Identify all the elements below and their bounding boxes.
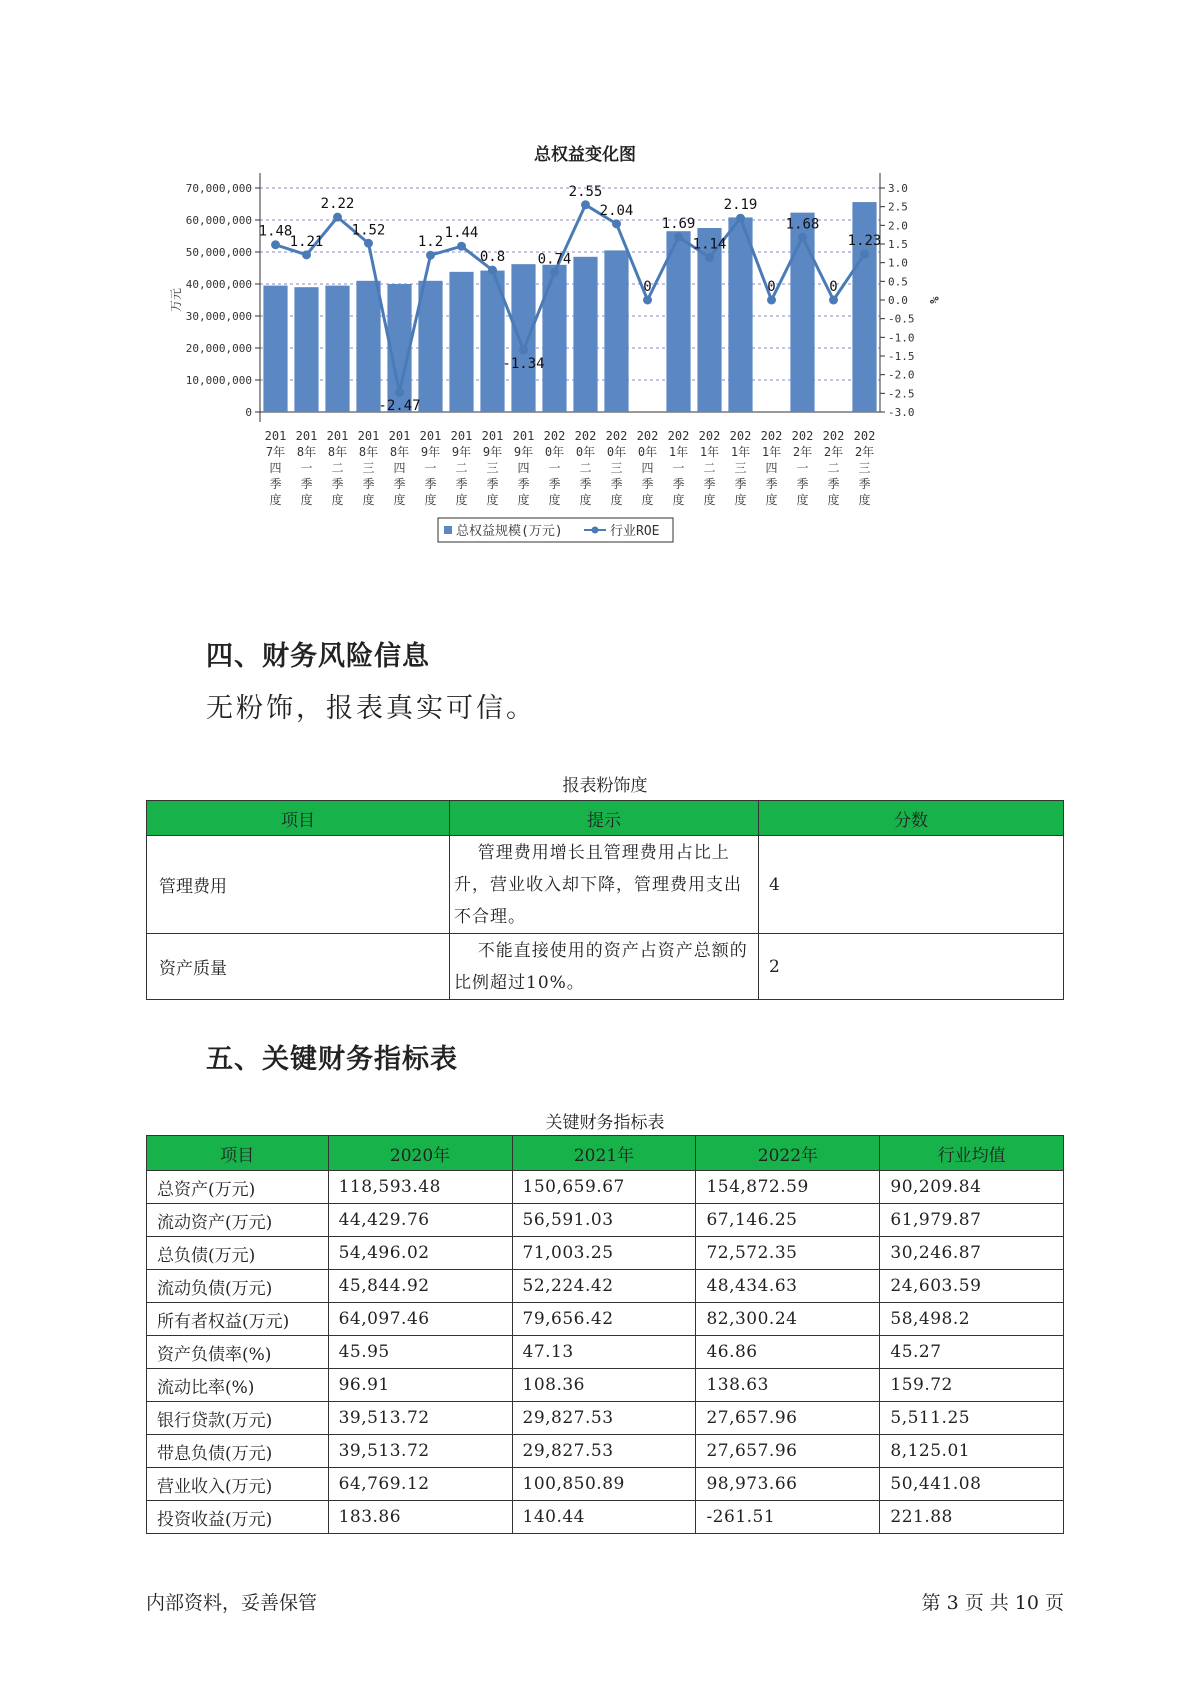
x-tick-label: 二 <box>827 461 840 475</box>
x-tick-label: 季 <box>827 477 840 491</box>
kpi-section-heading: 五、关键财务指标表 <box>206 1044 458 1075</box>
x-tick-label: 季 <box>703 477 716 491</box>
bar <box>325 286 349 412</box>
x-tick-label: 季 <box>765 477 778 491</box>
table-row <box>147 1171 1064 1204</box>
roe-data-label: 0 <box>643 279 652 295</box>
kpi-value: 67,146.25 <box>696 1204 880 1237</box>
x-tick-label: 7年 <box>265 445 286 459</box>
x-tick-label: 一 <box>548 461 561 475</box>
table-row <box>147 1270 1064 1303</box>
kpi-value: 45,844.92 <box>328 1270 512 1303</box>
x-tick-label: 0年 <box>544 445 565 459</box>
roe-point <box>426 251 435 260</box>
x-tick-label: 季 <box>796 477 809 491</box>
kpi-value: 90,209.84 <box>880 1171 1064 1204</box>
risk-hint: 不能直接使用的资产占资产总额的比例超过10%。 <box>450 934 759 1000</box>
kpi-value: 96.91 <box>328 1369 512 1402</box>
kpi-value: 159.72 <box>880 1369 1064 1402</box>
kpi-header-cell: 2021年 <box>512 1136 696 1171</box>
x-tick-label: 8年 <box>358 445 379 459</box>
bar <box>356 281 380 412</box>
roe-point <box>333 213 342 222</box>
kpi-header-cell: 项目 <box>147 1136 329 1171</box>
x-tick-label: 季 <box>300 477 313 491</box>
x-tick-label: 1年 <box>761 445 782 459</box>
kpi-value: 150,659.67 <box>512 1171 696 1204</box>
x-tick-label: 9年 <box>482 445 503 459</box>
roe-data-label: 2.04 <box>599 202 634 219</box>
roe-point <box>736 214 745 223</box>
x-tick-label: 四 <box>393 461 406 475</box>
kpi-value: 64,769.12 <box>328 1468 512 1501</box>
bar <box>573 257 597 412</box>
kpi-value: 46.86 <box>696 1336 880 1369</box>
bar <box>294 287 318 412</box>
kpi-value: 183.86 <box>328 1501 512 1534</box>
x-tick-label: 8年 <box>296 445 317 459</box>
x-tick-label: 度 <box>548 493 561 507</box>
y2-tick-label: 2.5 <box>888 200 908 214</box>
x-tick-label: 二 <box>579 461 592 475</box>
risk-hint: 管理费用增长且管理费用占比上升，营业收入却下降，管理费用支出不合理。 <box>450 836 759 934</box>
risk-section-heading: 四、财务风险信息 <box>206 641 430 672</box>
kpi-table-caption: 关键财务指标表 <box>545 1113 665 1133</box>
roe-data-label: 1.68 <box>785 216 820 233</box>
x-tick-label: 季 <box>579 477 592 491</box>
kpi-header-cell: 2020年 <box>328 1136 512 1171</box>
kpi-value: 64,097.46 <box>328 1303 512 1336</box>
equity-chart <box>150 140 1020 600</box>
x-tick-label: 201 <box>481 429 504 443</box>
x-tick-label: 季 <box>269 477 282 491</box>
y2-tick-label: 1.5 <box>888 238 908 251</box>
x-tick-label: 0年 <box>575 445 596 459</box>
risk-score: 4 <box>759 836 1064 934</box>
roe-data-label: -2.47 <box>378 398 421 415</box>
kpi-value: 8,125.01 <box>880 1435 1064 1468</box>
y2-tick-label: 1.0 <box>888 256 908 270</box>
x-tick-label: 202 <box>760 429 783 443</box>
x-tick-label: 202 <box>574 429 597 443</box>
table-row <box>147 1336 1064 1369</box>
kpi-value: 48,434.63 <box>696 1270 880 1303</box>
x-tick-label: 四 <box>641 461 654 475</box>
roe-point <box>457 242 466 251</box>
y2-tick-label: -2.5 <box>888 387 915 401</box>
x-tick-label: 8年 <box>327 445 348 459</box>
x-tick-label: 三 <box>486 461 499 475</box>
kpi-value: 71,003.25 <box>512 1237 696 1270</box>
kpi-value: 50,441.08 <box>880 1468 1064 1501</box>
kpi-value: 5,511.25 <box>880 1402 1064 1435</box>
x-tick-label: 202 <box>853 429 876 443</box>
x-tick-label: 季 <box>610 477 623 491</box>
chart-title: 总权益变化图 <box>534 145 636 165</box>
kpi-item: 流动比率(%) <box>147 1369 329 1402</box>
kpi-value: 39,513.72 <box>328 1402 512 1435</box>
y-tick-label: 50,000,000 <box>185 246 252 259</box>
x-tick-label: 季 <box>517 477 530 491</box>
legend-bar-swatch <box>444 526 452 534</box>
roe-data-label: 1.44 <box>444 225 479 242</box>
x-tick-label: 季 <box>362 477 375 491</box>
bar <box>790 213 814 412</box>
x-tick-label: 202 <box>698 429 721 443</box>
x-tick-label: 三 <box>734 461 747 475</box>
x-tick-label: 度 <box>827 493 840 507</box>
kpi-value: 72,572.35 <box>696 1237 880 1270</box>
x-tick-label: 度 <box>362 493 375 507</box>
x-tick-label: 度 <box>517 493 530 507</box>
kpi-value: 47.13 <box>512 1336 696 1369</box>
y-tick-label: 20,000,000 <box>185 342 252 355</box>
y2-axis-title: % <box>927 296 941 304</box>
kpi-value: 100,850.89 <box>512 1468 696 1501</box>
roe-data-label: 0.74 <box>537 251 572 268</box>
kpi-value: 98,973.66 <box>696 1468 880 1501</box>
x-tick-label: 四 <box>269 461 282 475</box>
kpi-item: 流动负债(万元) <box>147 1270 329 1303</box>
y-tick-label: 30,000,000 <box>185 310 252 323</box>
kpi-value: 221.88 <box>880 1501 1064 1534</box>
x-tick-label: 202 <box>822 429 845 443</box>
x-tick-label: 9年 <box>451 445 472 459</box>
kpi-value: 58,498.2 <box>880 1303 1064 1336</box>
table-row <box>147 836 1064 934</box>
table-row <box>147 1204 1064 1237</box>
x-tick-label: 度 <box>579 493 592 507</box>
x-tick-label: 二 <box>331 461 344 475</box>
kpi-value: 56,591.03 <box>512 1204 696 1237</box>
x-tick-label: 202 <box>729 429 752 443</box>
kpi-item: 所有者权益(万元) <box>147 1303 329 1336</box>
roe-data-label: 2.22 <box>320 196 355 213</box>
x-tick-label: 四 <box>765 461 778 475</box>
table-row <box>147 1402 1064 1435</box>
x-tick-label: 9年 <box>420 445 441 459</box>
roe-data-label: 1.21 <box>289 233 324 250</box>
risk-header-item: 项目 <box>147 801 450 836</box>
x-tick-label: 9年 <box>513 445 534 459</box>
x-tick-label: 四 <box>517 461 530 475</box>
roe-point <box>302 250 311 259</box>
x-tick-label: 季 <box>734 477 747 491</box>
x-tick-label: 度 <box>269 493 282 507</box>
x-tick-label: 度 <box>486 493 499 507</box>
x-tick-label: 一 <box>300 461 313 475</box>
legend-bar-label: 总权益规模(万元) <box>456 524 563 539</box>
y-axis-title: 万元 <box>169 287 183 313</box>
roe-data-label: 0.8 <box>479 249 506 266</box>
table-row <box>147 1303 1064 1336</box>
kpi-value: 39,513.72 <box>328 1435 512 1468</box>
roe-point <box>674 232 683 241</box>
y2-tick-label: 2.0 <box>888 219 908 233</box>
kpi-item: 投资收益(万元) <box>147 1501 329 1534</box>
roe-data-label: 1.23 <box>847 233 882 250</box>
risk-table <box>146 800 1064 1000</box>
roe-data-label: 1.69 <box>661 215 696 232</box>
kpi-item: 营业收入(万元) <box>147 1468 329 1501</box>
y2-tick-label: -2.0 <box>888 368 915 382</box>
kpi-value: 29,827.53 <box>512 1402 696 1435</box>
x-tick-label: 度 <box>672 493 685 507</box>
roe-point <box>395 388 404 397</box>
risk-item: 管理费用 <box>147 836 450 934</box>
x-tick-label: 二 <box>703 461 716 475</box>
x-tick-label: 季 <box>393 477 406 491</box>
bar <box>728 217 752 412</box>
roe-point <box>519 346 528 355</box>
roe-point <box>612 219 621 228</box>
x-tick-label: 1年 <box>668 445 689 459</box>
roe-data-label: 2.19 <box>723 197 758 214</box>
roe-point <box>829 296 838 305</box>
kpi-value: 154,872.59 <box>696 1171 880 1204</box>
bar <box>604 250 628 412</box>
x-tick-label: 201 <box>357 429 380 443</box>
risk-table-caption: 报表粉饰度 <box>562 776 648 796</box>
kpi-value: 30,246.87 <box>880 1237 1064 1270</box>
y-tick-label: 40,000,000 <box>185 278 252 291</box>
x-tick-label: 201 <box>326 429 349 443</box>
roe-data-label: 1.48 <box>258 223 293 240</box>
x-tick-label: 201 <box>419 429 442 443</box>
roe-point <box>705 253 714 262</box>
y-tick-label: 60,000,000 <box>185 214 252 227</box>
x-tick-label: 201 <box>512 429 535 443</box>
roe-point <box>581 200 590 209</box>
x-tick-label: 度 <box>641 493 654 507</box>
x-tick-label: 季 <box>548 477 561 491</box>
kpi-item: 银行贷款(万元) <box>147 1402 329 1435</box>
x-tick-label: 度 <box>393 493 406 507</box>
kpi-item: 总资产(万元) <box>147 1171 329 1204</box>
kpi-value: 118,593.48 <box>328 1171 512 1204</box>
x-tick-label: 8年 <box>389 445 410 459</box>
x-tick-label: 2年 <box>792 445 813 459</box>
kpi-header-cell: 行业均值 <box>880 1136 1064 1171</box>
risk-header-score: 分数 <box>759 801 1064 836</box>
roe-data-label: -1.34 <box>502 356 545 373</box>
kpi-value: 27,657.96 <box>696 1435 880 1468</box>
table-row <box>147 1468 1064 1501</box>
kpi-table <box>146 1135 1064 1534</box>
x-tick-label: 度 <box>455 493 468 507</box>
kpi-value: 108.36 <box>512 1369 696 1402</box>
kpi-header-row <box>147 1136 1064 1171</box>
y2-tick-label: 0.5 <box>888 275 908 289</box>
bar <box>418 281 442 412</box>
x-tick-label: 2年 <box>823 445 844 459</box>
x-tick-label: 202 <box>605 429 628 443</box>
kpi-item: 流动资产(万元) <box>147 1204 329 1237</box>
x-tick-label: 0年 <box>637 445 658 459</box>
roe-point <box>798 233 807 242</box>
kpi-header-cell: 2022年 <box>696 1136 880 1171</box>
x-tick-label: 度 <box>300 493 313 507</box>
y2-tick-label: -1.5 <box>888 350 915 363</box>
kpi-value: 45.95 <box>328 1336 512 1369</box>
y-tick-label: 0 <box>245 406 252 419</box>
x-tick-label: 三 <box>610 461 623 475</box>
x-tick-label: 三 <box>858 461 871 475</box>
x-tick-label: 度 <box>765 493 778 507</box>
bar <box>511 264 535 412</box>
y2-tick-label: -0.5 <box>888 312 915 326</box>
roe-point <box>271 240 280 249</box>
x-tick-label: 一 <box>424 461 437 475</box>
bar <box>666 231 690 412</box>
roe-data-label: 0 <box>829 279 838 295</box>
x-tick-label: 度 <box>331 493 344 507</box>
x-tick-label: 度 <box>610 493 623 507</box>
y2-tick-label: 0.0 <box>888 294 908 307</box>
risk-score: 2 <box>759 934 1064 1000</box>
roe-data-label: 0 <box>767 279 776 295</box>
kpi-value: 54,496.02 <box>328 1237 512 1270</box>
roe-data-label: 1.2 <box>417 234 444 251</box>
x-tick-label: 201 <box>295 429 318 443</box>
roe-data-label: 1.14 <box>692 236 727 253</box>
x-tick-label: 度 <box>424 493 437 507</box>
x-tick-label: 季 <box>486 477 499 491</box>
roe-point <box>767 296 776 305</box>
x-tick-label: 季 <box>424 477 437 491</box>
bar <box>449 272 473 412</box>
x-tick-label: 201 <box>388 429 411 443</box>
kpi-value: 52,224.42 <box>512 1270 696 1303</box>
risk-item: 资产质量 <box>147 934 450 1000</box>
x-tick-label: 201 <box>264 429 287 443</box>
x-tick-label: 季 <box>455 477 468 491</box>
x-tick-label: 季 <box>672 477 685 491</box>
kpi-value: 138.63 <box>696 1369 880 1402</box>
x-tick-label: 季 <box>331 477 344 491</box>
footer-confidential: 内部资料，妥善保管 <box>146 1592 318 1614</box>
roe-point <box>550 268 559 277</box>
roe-point <box>860 250 869 259</box>
risk-header-hint: 提示 <box>450 801 759 836</box>
kpi-value: 24,603.59 <box>880 1270 1064 1303</box>
x-tick-label: 度 <box>703 493 716 507</box>
y-tick-label: 10,000,000 <box>185 374 252 387</box>
x-tick-label: 0年 <box>606 445 627 459</box>
x-tick-label: 1年 <box>699 445 720 459</box>
bar <box>542 265 566 412</box>
table-row <box>147 1369 1064 1402</box>
x-tick-label: 度 <box>734 493 747 507</box>
chart-canvas <box>150 140 1020 600</box>
x-tick-label: 202 <box>791 429 814 443</box>
x-tick-label: 度 <box>796 493 809 507</box>
x-tick-label: 1年 <box>730 445 751 459</box>
x-tick-label: 一 <box>796 461 809 475</box>
roe-point <box>364 239 373 248</box>
y2-tick-label: -3.0 <box>888 406 915 419</box>
roe-data-label: 2.55 <box>568 183 603 200</box>
kpi-value: 140.44 <box>512 1501 696 1534</box>
table-row <box>147 934 1064 1000</box>
y-tick-label: 70,000,000 <box>185 182 252 195</box>
kpi-item: 资产负债率(%) <box>147 1336 329 1369</box>
x-tick-label: 2年 <box>854 445 875 459</box>
kpi-item: 带息负债(万元) <box>147 1435 329 1468</box>
kpi-value: -261.51 <box>696 1501 880 1534</box>
kpi-value: 45.27 <box>880 1336 1064 1369</box>
x-tick-label: 202 <box>543 429 566 443</box>
kpi-value: 79,656.42 <box>512 1303 696 1336</box>
roe-data-label: 1.52 <box>351 222 386 239</box>
legend-line-marker <box>592 527 599 534</box>
x-tick-label: 202 <box>636 429 659 443</box>
x-tick-label: 季 <box>641 477 654 491</box>
x-tick-label: 季 <box>858 477 871 491</box>
table-row <box>147 1435 1064 1468</box>
bar <box>263 286 287 412</box>
x-tick-label: 202 <box>667 429 690 443</box>
y2-tick-label: 3.0 <box>888 182 908 195</box>
table-row <box>147 1501 1064 1534</box>
kpi-item: 总负债(万元) <box>147 1237 329 1270</box>
x-tick-label: 201 <box>450 429 473 443</box>
y2-tick-label: -1.0 <box>888 331 915 345</box>
roe-point <box>488 266 497 275</box>
kpi-value: 27,657.96 <box>696 1402 880 1435</box>
kpi-value: 82,300.24 <box>696 1303 880 1336</box>
legend-line-label: 行业ROE <box>610 524 660 539</box>
footer-page-number: 第 3 页 共 10 页 <box>921 1592 1064 1614</box>
x-tick-label: 三 <box>362 461 375 475</box>
kpi-value: 29,827.53 <box>512 1435 696 1468</box>
table-row <box>147 1237 1064 1270</box>
x-tick-label: 一 <box>672 461 685 475</box>
kpi-value: 44,429.76 <box>328 1204 512 1237</box>
roe-point <box>643 296 652 305</box>
kpi-value: 61,979.87 <box>880 1204 1064 1237</box>
risk-summary-text: 无粉饰，报表真实可信。 <box>206 693 536 724</box>
x-tick-label: 二 <box>455 461 468 475</box>
x-tick-label: 度 <box>858 493 871 507</box>
